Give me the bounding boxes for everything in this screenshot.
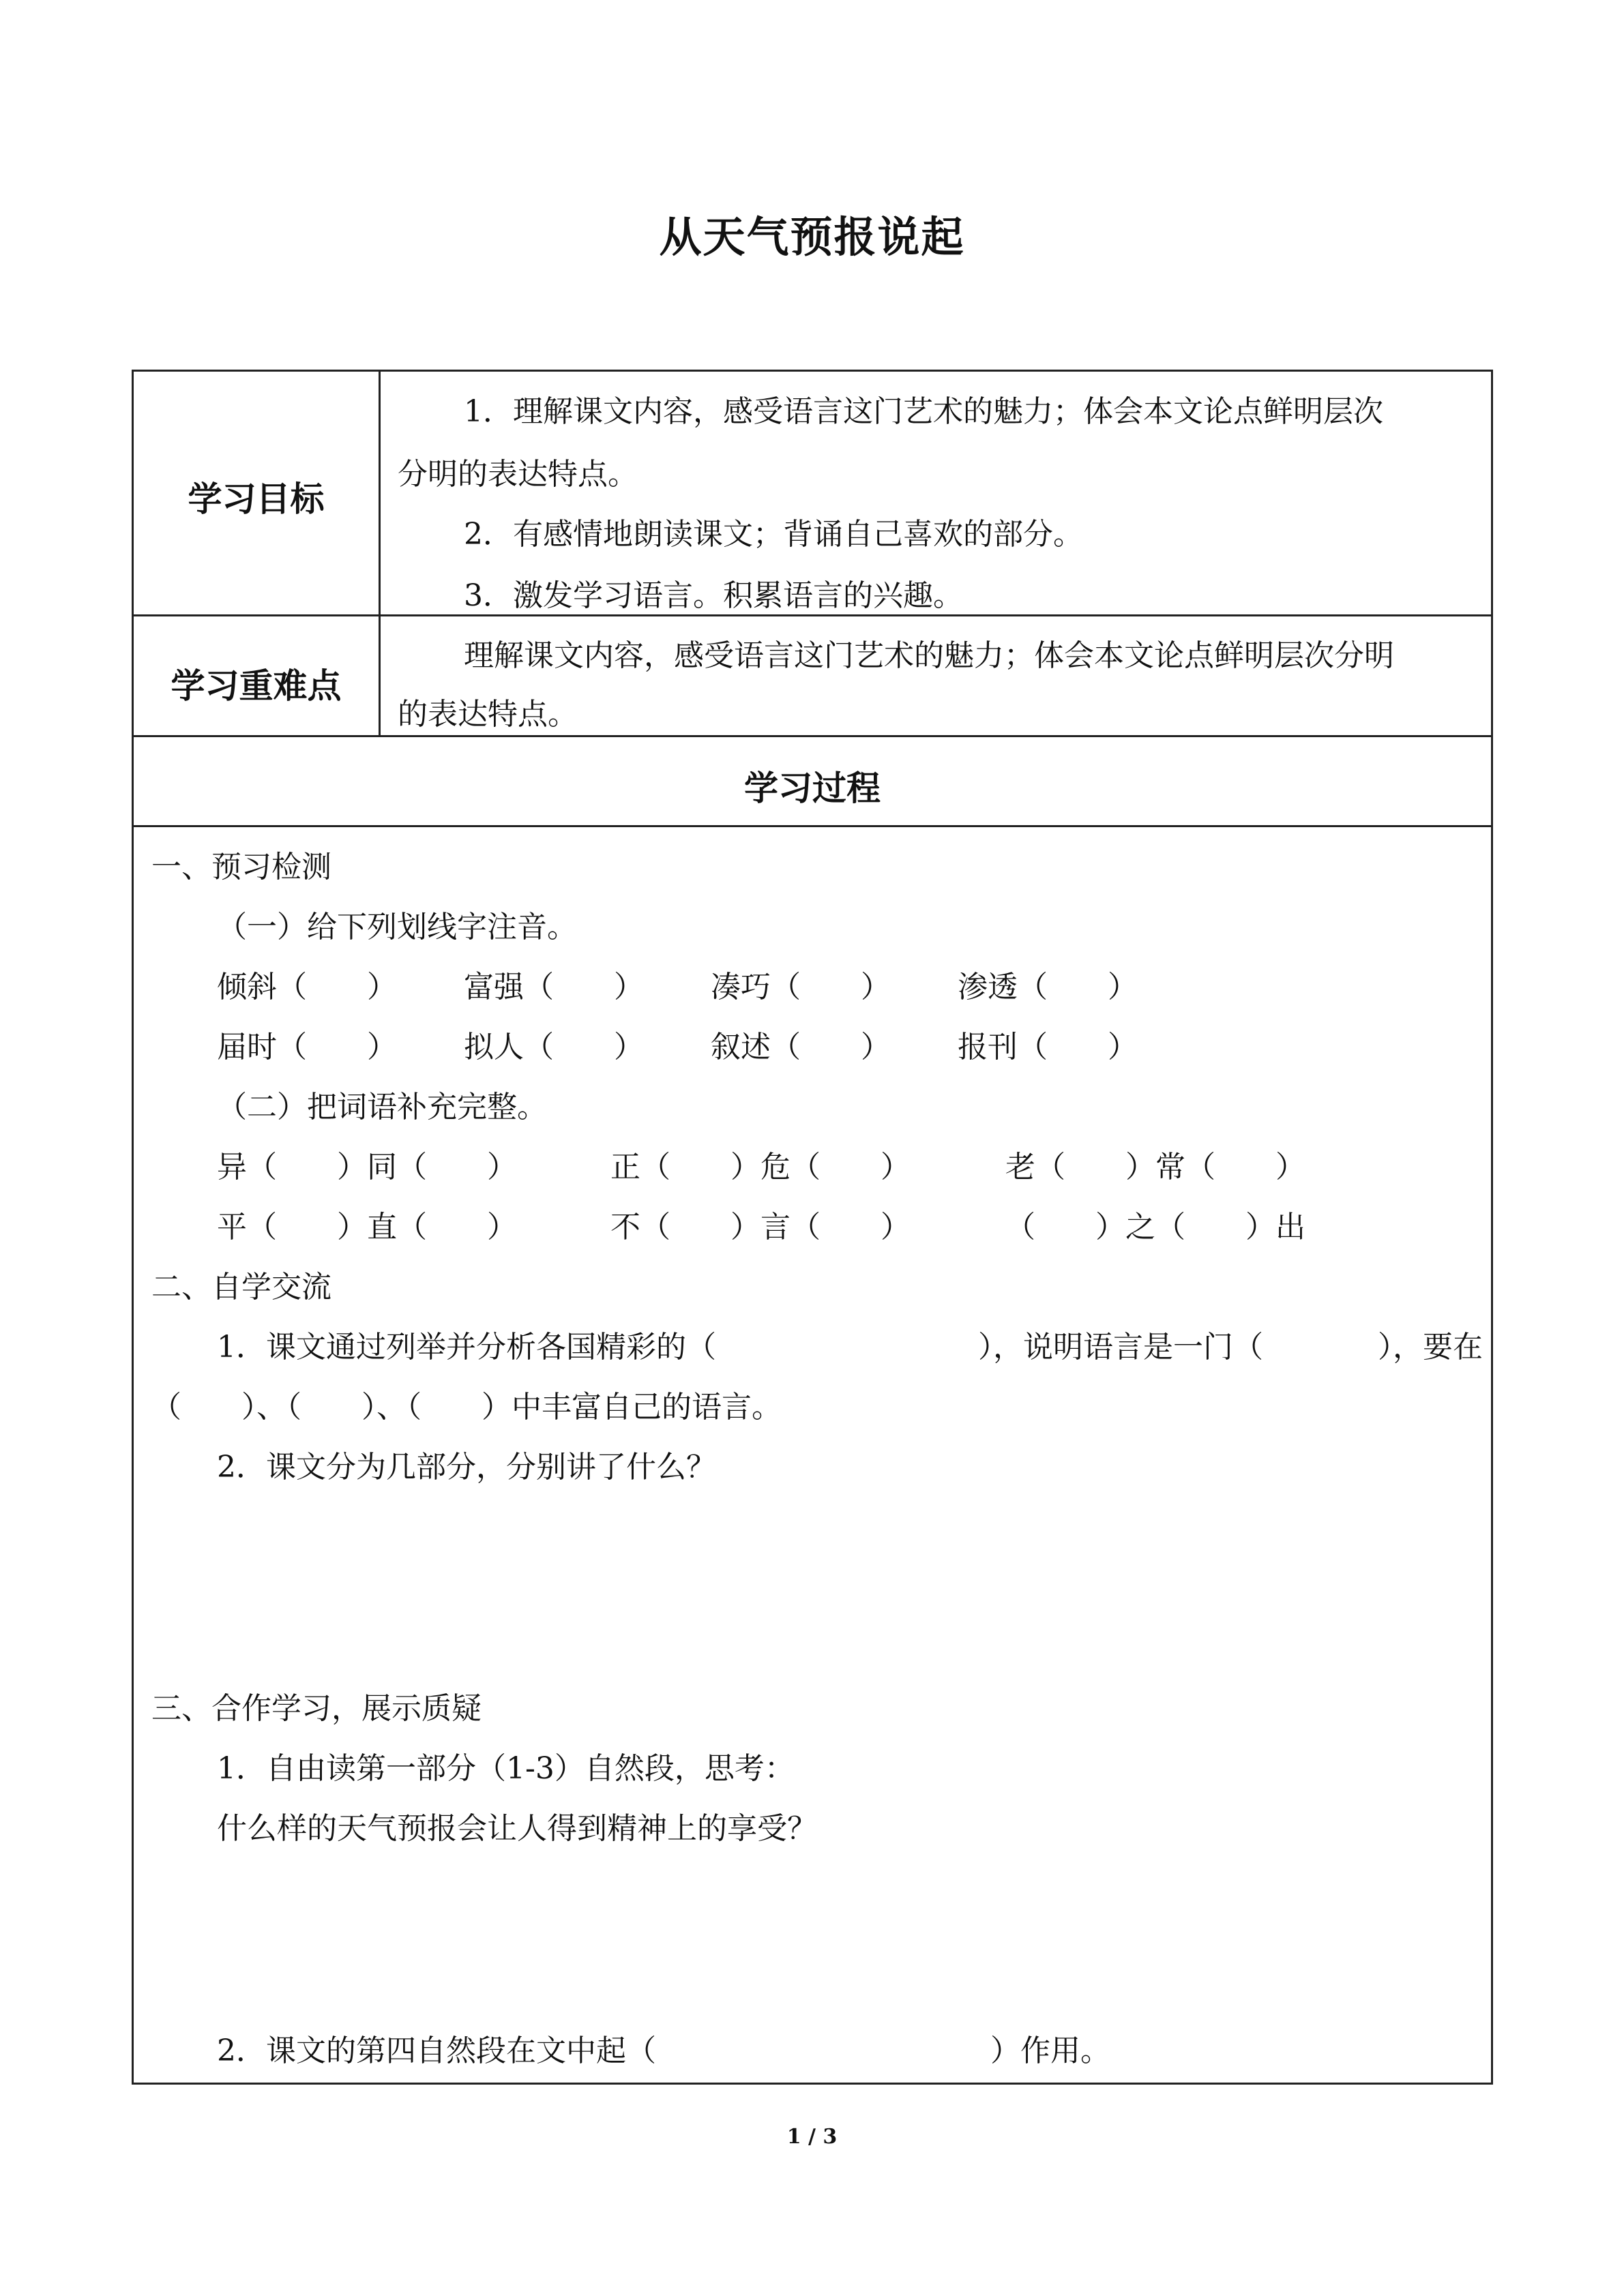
goal-item-1-cont: 分明的表达特点。 bbox=[398, 457, 638, 492]
section-2-q1-part-a: 1．课文通过列举并分析各国精彩的（ bbox=[217, 1330, 716, 1365]
key-points-line-2: 的表达特点。 bbox=[398, 697, 578, 732]
idiom-item: （ ）之（ ）出 bbox=[1005, 1210, 1305, 1244]
row-divider bbox=[132, 735, 1493, 737]
section-3-title: 三、合作学习，展示质疑 bbox=[151, 1691, 482, 1726]
section-3-q1: 1．自由读第一部分（1-3）自然段，思考： bbox=[217, 1751, 795, 1786]
pinyin-item: 富强（ ） bbox=[464, 970, 644, 1004]
section-3-q2-part-b: ）作用。 bbox=[990, 2033, 1110, 2068]
pinyin-item: 凑巧（ ） bbox=[711, 970, 891, 1004]
goal-item-3: 3．激发学习语言。积累语言的兴趣。 bbox=[464, 578, 963, 613]
section-1-title: 一、预习检测 bbox=[151, 850, 331, 884]
column-divider bbox=[379, 370, 381, 737]
pinyin-item: 倾斜（ ） bbox=[217, 970, 397, 1004]
section-1-sub-1: （一）给下列划线字注音。 bbox=[217, 910, 577, 944]
row-divider bbox=[132, 825, 1493, 827]
pinyin-item: 报刊（ ） bbox=[958, 1030, 1138, 1064]
section-2-q1-line-2: （ ）、（ ）、（ ）中丰富自己的语言。 bbox=[151, 1390, 782, 1425]
section-2-q2: 2．课文分为几部分，分别讲了什么？ bbox=[217, 1450, 716, 1485]
section-3-q2-part-a: 2．课文的第四自然段在文中起（ bbox=[217, 2033, 656, 2068]
document-title: 从天气预报说起 bbox=[659, 212, 965, 262]
goal-item-2: 2．有感情地朗读课文；背诵自己喜欢的部分。 bbox=[464, 517, 1083, 552]
process-heading: 学习过程 bbox=[744, 769, 881, 808]
section-2-title: 二、自学交流 bbox=[151, 1270, 331, 1304]
section-2-q1-part-b: ），说明语言是一门（ bbox=[978, 1330, 1263, 1365]
goals-label: 学习目标 bbox=[188, 479, 325, 519]
key-points-label: 学习重难点 bbox=[171, 666, 342, 706]
pinyin-item: 叙述（ ） bbox=[711, 1030, 891, 1064]
idiom-item: 正（ ）危（ ） bbox=[610, 1150, 911, 1184]
section-2-q1-part-c: ），要在 bbox=[1378, 1330, 1483, 1365]
idiom-item: 老（ ）常（ ） bbox=[1005, 1150, 1305, 1184]
section-3-q1-sub: 什么样的天气预报会让人得到精神上的享受？ bbox=[217, 1811, 817, 1846]
pinyin-item: 渗透（ ） bbox=[958, 970, 1138, 1004]
pinyin-item: 拟人（ ） bbox=[464, 1030, 644, 1064]
page-number: 1 / 3 bbox=[786, 2125, 838, 2149]
goal-item-1: 1．理解课文内容，感受语言这门艺术的魅力；体会本文论点鲜明层次 bbox=[464, 394, 1383, 429]
row-divider bbox=[132, 614, 1493, 616]
idiom-item: 异（ ）同（ ） bbox=[217, 1150, 517, 1184]
idiom-item: 不（ ）言（ ） bbox=[610, 1210, 911, 1244]
section-1-sub-2: （二）把词语补充完整。 bbox=[217, 1090, 547, 1124]
pinyin-item: 届时（ ） bbox=[217, 1030, 397, 1064]
key-points-line-1: 理解课文内容，感受语言这门艺术的魅力；体会本文论点鲜明层次分明 bbox=[464, 638, 1394, 673]
idiom-item: 平（ ）直（ ） bbox=[217, 1210, 517, 1244]
